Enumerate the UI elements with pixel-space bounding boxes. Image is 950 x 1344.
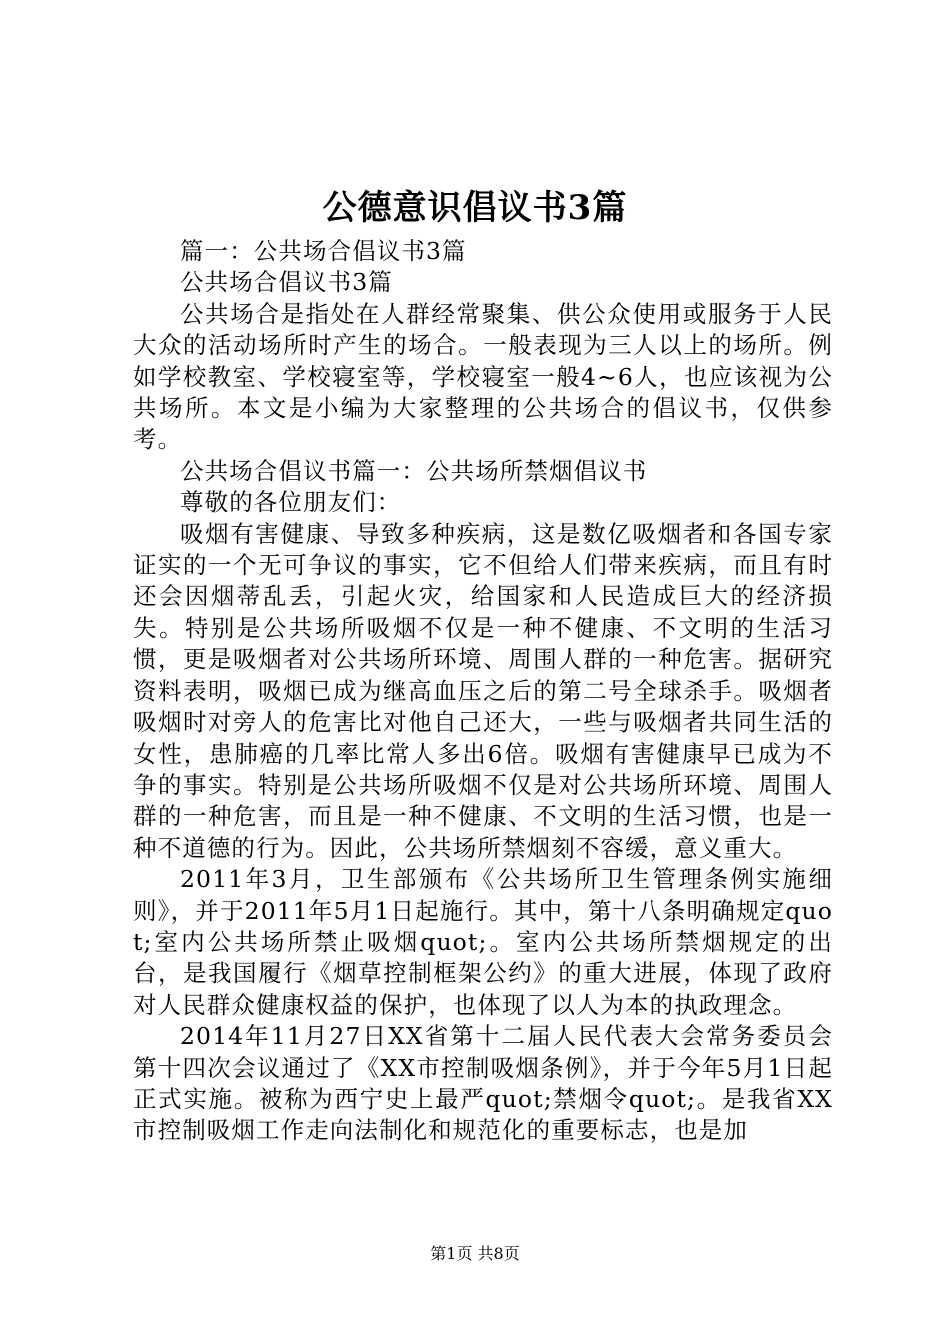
section-heading: 篇一：公共场合倡议书3篇 xyxy=(180,237,467,265)
document-body xyxy=(133,236,833,1147)
body-paragraph: 吸烟有害健康、导致多种疾病，这是数亿吸烟者和各国专家证实的一个无可争议的事实，它不但给人们带来疾病，而且有时还会因烟蒂乱丢，引起火灾，给国家和人民造成巨大的经济损失。特别是公共场所吸烟不仅是一种不健康、不文明的生活习惯，更是吸烟者对公共场所环境、周围人群的一种危害。据研究资料表明，吸烟已成为继高血压之后的第二号全球杀手。吸烟者吸烟时对旁人的危害比对他自己还大，一些与吸烟者共同生活的女性，患肺癌的几率比常人多出6倍。吸烟有害健康早已成为不争的事实。特别是公共场所吸烟不仅是对公共场所环境、周围人群的一种危害，而且是一种不健康、不文明的生活习惯，也是一种不道德的行为。因此，公共场所禁烟刻不容缓，意义重大。 xyxy=(133,519,833,862)
body-paragraph: 2014年11月27日XX省第十二届人民代表大会常务委员会第十四次会议通过了《XX市控制吸烟条例》，并于今年5月1日起正式实施。被称为西宁史上最严quot;禁烟令quot;。是我省XX市控制吸烟工作走向法制化和规范化的重要标志，也是加 xyxy=(133,1022,833,1145)
intro-paragraph: 公共场合是指处在人群经常聚集、供公众使用或服务于人民大众的活动场所时产生的场合。一般表现为三人以上的场所。例如学校教室、学校寝室等，学校寝室一般4~6人，也应该视为公共场所。本文是小编为大家整理的公共场合的倡议书，仅供参考。 xyxy=(133,299,833,454)
article-heading: 公共场合倡议书篇一：公共场所禁烟倡议书 xyxy=(180,456,648,485)
salutation: 尊敬的各位朋友们： xyxy=(180,488,402,517)
document-title: 公德意识倡议书3篇 xyxy=(322,188,628,228)
body-paragraph: 2011年3月，卫生部颁布《公共场所卫生管理条例实施细则》，并于2011年5月1日起施行。其中，第十八条明确规定quot;室内公共场所禁止吸烟quot;。室内公共场所禁烟规定的出台，是我国履行《烟草控制框架公约》的重大进展，体现了政府对人民群众健康权益的保护，也体现了以人为本的执政理念。 xyxy=(133,865,833,1019)
page-number: 第1页 共8页 xyxy=(430,1244,520,1263)
subsection-heading: 公共场合倡议书3篇 xyxy=(180,268,393,297)
